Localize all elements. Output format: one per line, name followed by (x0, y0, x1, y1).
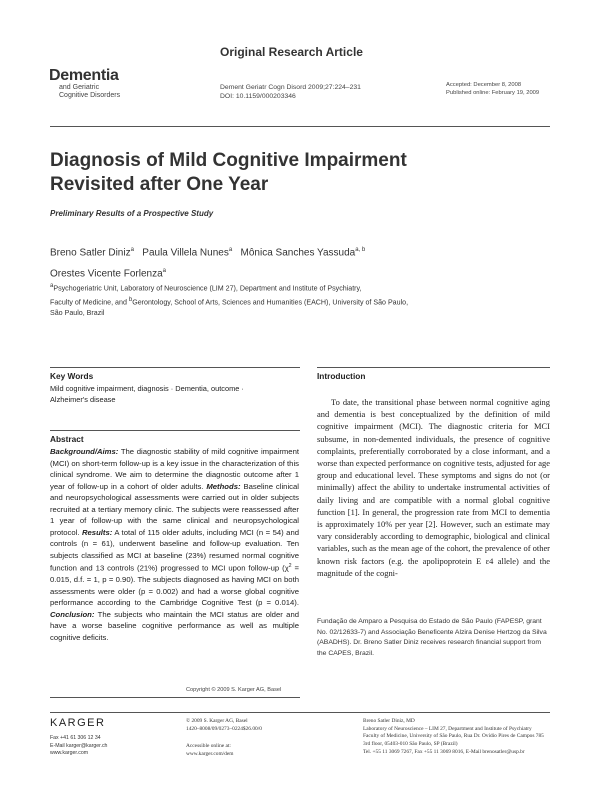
article-title (50, 149, 407, 197)
author-affil-mark: a (228, 247, 233, 253)
corr-line: Laboratory of Neuroscience – LIM 27, Department and Institute of Psychiatry (363, 725, 532, 732)
keywords-heading: Key Words (50, 371, 94, 381)
abstract-divider (50, 430, 300, 431)
abstract-body (50, 446, 299, 643)
access-link[interactable]: www.karger.com/dem (186, 750, 234, 757)
article-type: Original Research Article (220, 45, 363, 59)
keywords-list (50, 383, 300, 405)
introduction-heading: Introduction (317, 371, 366, 381)
corr-line: 3rd floor, 05403-010 São Paulo, SP (Brazil) (363, 741, 458, 748)
access-label: Accessible online at: (186, 743, 231, 749)
dates-block (446, 82, 539, 97)
corr-contact: Tel. +55 11 3069 7267, Fax +55 11 3069 8016, E-Mail brenosatler@usp.br (363, 748, 525, 755)
abstract-conclusion-label: Conclusion: (50, 609, 95, 619)
publisher-contact (50, 735, 107, 758)
correspondence (363, 718, 544, 757)
author-list (50, 241, 430, 284)
title-line-2: Revisited after One Year (50, 174, 269, 195)
affil-line-2: Faculty of Medicine, and (50, 298, 129, 307)
affil-mark-b: b (128, 296, 133, 303)
publisher-fax: Fax +41 61 306 12 34 (50, 735, 101, 741)
copyright-notice: Copyright © 2009 S. Karger AG, Basel (186, 687, 282, 693)
author-affil-mark: a, b (355, 247, 366, 253)
abstract-methods-label: Methods: (206, 481, 241, 491)
abstract-background-label: Background/Aims: (50, 447, 119, 456)
abstract-end-divider (50, 697, 300, 698)
affil-a-text: Psychogeriatric Unit, Laboratory of Neuroscience (LIM 27), Department and Institute of Psychiatry, (53, 284, 362, 293)
abstract-results-text-cont: = 0.015, d.f. = 1, p = 0.90). The subjects diagnosed as having MCI on both assessments were older (p = 0.002) and had a worse global cognitive performance according to the Cambridge Cognitive Test (p = 0.014). (50, 563, 299, 608)
publisher-email[interactable]: E-Mail karger@karger.ch (50, 742, 108, 749)
published-date: Published online: February 19, 2009 (446, 89, 540, 96)
footer-divider (50, 712, 550, 713)
abstract-results-label: Results: (81, 527, 113, 537)
intro-divider (317, 367, 550, 368)
keywords-divider (50, 367, 300, 368)
footer-copyright: © 2009 S. Karger AG, Basel (186, 718, 248, 724)
online-access (186, 743, 233, 758)
journal-logo-main: Dementia (49, 67, 119, 84)
affiliations (50, 281, 470, 320)
journal-logo-sub1: and Geriatric (59, 84, 100, 91)
citation-block (220, 84, 361, 101)
abstract-methods-text: Baseline clinical and neuropsychological assessments were carried out in older subjects recruited at a tertiary memory clinic. The subjects were reassessed after 1 year of follow-up with the same clinical and neuropsychological protocol. (50, 481, 299, 537)
author-affil-mark: a (162, 268, 166, 275)
accepted-date: Accepted: December 8, 2008 (446, 82, 522, 88)
author-name: Breno Satler Diniz (50, 247, 131, 259)
publication-info (186, 718, 262, 733)
keywords-line-2: Alzheimer's disease (50, 395, 116, 404)
abstract-background-text: The diagnostic stability of mild cognitive impairment (MCI) on short-term follow-up is a key issue in the characterization of this clinical syndrome. We aim to determine the diagnostic outcome after 1 year of follow-up in a cohort of older adults. (50, 447, 299, 491)
corr-name: Breno Satler Diniz, MD (363, 718, 415, 724)
abstract-results-text: A total of 115 older adults, including MCI (n = 54) and controls (n = 61), underwent baseline and follow-up evaluation. Ten subjects classified as MCI at baseline (23%) resumed normal cognitive function and 13 controls (21%) progressed to MCI upon follow-up (χ (50, 527, 299, 573)
affil-b-text: Gerontology, School of Arts, Sciences and Humanities (EACH), University of São Paulo, (132, 298, 409, 307)
introduction-text: To date, the transitional phase between normal cognitive aging and dementia is best conceptualized by the definition of mild cognitive impairment (MCI). The diagnostic criteria for MCI subsume, in non-demented individuals, the presence of cognitive complaints, preferentially corroborated by a close informant, and a worse than expected performance on cognitive tests, adjusted for age group and educational level. These symptoms and signs do not (or minimally) affect the ability to undertake instrumental activities of daily living and are compatible with a normal global cognitive function [1]. In general, the progression rate from MCI to dementia is approximately 10% per year [2]. However, such an estimate may vary considerably according to demographic, biological and clinical variables, such as the mean age of the cohort, the prevalence of other known risk factors (e.g. the apolipoprotein E ε4 allele) and the magnitude of the cogni- (317, 397, 550, 578)
publisher-website[interactable]: www.karger.com (50, 750, 89, 757)
abstract-heading: Abstract (50, 434, 84, 444)
chi-square-superscript: 2 (288, 563, 292, 569)
corr-line: Faculty of Medicine, University of São Paulo, Rua Dr. Ovídio Pires de Campos 785 (363, 733, 544, 740)
journal-logo-sub2: Cognitive Disorders (59, 91, 121, 99)
header-divider (50, 126, 550, 127)
publisher-logo: KARGER (50, 717, 106, 729)
keywords-line-1: Mild cognitive impairment, diagnosis · Dementia, outcome · (50, 384, 244, 393)
issn: 1420–8008/09/0273–0224$26.00/0 (186, 725, 262, 732)
affil-line-3: São Paulo, Brazil (50, 309, 105, 318)
title-line-1: Diagnosis of Mild Cognitive Impairment (50, 150, 407, 171)
author-name: Mônica Sanches Yassuda (240, 247, 356, 259)
citation: Dement Geriatr Cogn Disord 2009;27:224–231 (220, 84, 361, 91)
funding-note: Fundação de Amparo a Pesquisa do Estado de São Paulo (FAPESP, grant No. 02/12633-7) and Associação Beneficente Alzira Denise Hertzog da Silva (ABADHS). Dr. Breno Satler Diniz receives research financial support from the CAPES, Brazil. (317, 618, 547, 657)
author-affil-mark: a (130, 247, 134, 253)
author-name: Paula Villela Nunes (142, 247, 229, 259)
doi[interactable]: DOI: 10.1159/000203346 (220, 92, 296, 100)
author-name: Orestes Vicente Forlenza (50, 268, 163, 280)
abstract-conclusion-text: The subjects who maintain the MCI status are older and have a worse baseline cognitive performance as well as multiple cognitive deficits. (50, 609, 299, 642)
affil-mark-a: a (50, 283, 54, 289)
journal-logo (49, 68, 120, 99)
article-subtitle: Preliminary Results of a Prospective Study (50, 209, 214, 218)
